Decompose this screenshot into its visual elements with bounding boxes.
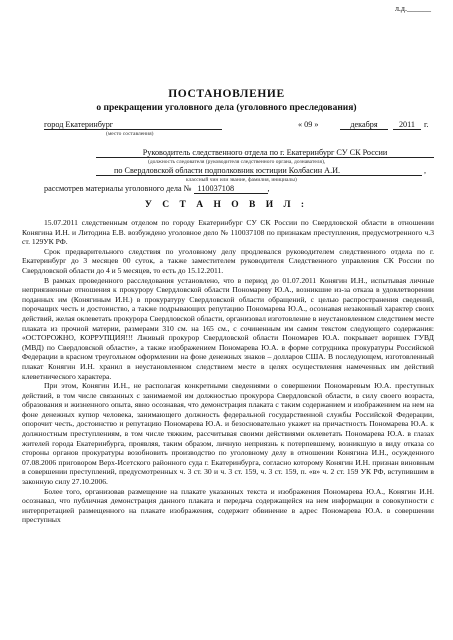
official-position-caption: (должность следователя (руководителя следственного органа, дознавателя), — [148, 159, 326, 165]
section-heading-ustanovil: У С Т А Н О В И Л : — [144, 200, 309, 210]
official-name-line — [96, 166, 422, 176]
paragraph-2: Срок предварительного следствия по уголовному делу продлевался руководителем следственного отдела по г. Екатеринбург до 3 месяцев 00 суток, а также заместителем руководителя Следственного управления СК России по Свердловской области до 4 и 5 месяцев, то есть до 15.12.2011. — [22, 246, 434, 275]
paragraph-5: Более того, организовав размещение на плакате указанных текста и изображения Пономарева Ю.А., Конягин И.Н. осознавал, что публичная демонстрация данного плаката и передача содержащейся на нем информации в совокупности с интерпретацией размещенного на плакате изображения, содержит обвинение в адрес Пономарева Ю.А. в совершении преступных — [22, 486, 434, 525]
official-name-caption: классный чин или звание, фамилия, инициалы) — [186, 177, 297, 183]
date-month: декабря — [340, 120, 388, 130]
document-subtitle: о прекращении уголовного дела (уголовного преследования) — [96, 103, 357, 113]
case-number: 110037108 — [194, 184, 268, 194]
place-field — [44, 120, 222, 130]
official-name-comma: , — [424, 166, 427, 175]
paragraph-4: При этом, Конягин И.Н., не располагая конкретными сведениями о совершении Пономаревым Ю.А. преступных действий, в том числе связанных с занимаемой им должностью прокурора Свердловской области, в силу своего возраста, образования и жизненного опыта, явно осознавая, что демонстрация плаката с таким содержанием и изображением на нем на фоне денежных купюр человека, занимающего должность федеральной государственной службы Российской Федерации, опорочит честь, достоинство и репутацию Пономарева Ю.А. и безосновательно укажет на причастность Пономарева Ю.А. к должностным преступлениям, в том числе тяжким, рассчитывая своими действиями оклеветать Пономарева Ю.А. в глазах жителей города Екатеринбурга, проявляя, таким образом, личную неприязнь к потерпевшему, возникшую в виду отказа со стороны органов прокуратуры возобновить производство по уголовному делу в отношении Конягина И.Н., осужденного 07.08.2006 приговором Верх-Исетского районного суда г. Екатеринбурга, согласно которому Конягин И.Н. признан виновным в совершении преступлений, предусмотренных ч. 3 ст. 30 и ч. 3 ст. 159, ч. 3 ст. 159, п. «в» ч. 2 ст. 159 УК РФ, вступившим в законную силу 27.10.2006. — [22, 381, 434, 487]
paragraph-3: В рамках проведенного расследования установлено, что в период до 01.07.2011 Конягин И.Н., испытывая личные неприязненные отношения к прокурору Свердловской области Пономареву Ю.А., возникшие из-за отказа в удовлетворении поданных им (Конягиным И.Н.) в прокуратуру Свердловской области обращений, с целью распространения сведений, порочащих честь и достоинство, а также подрывающих репутацию Пономарева Ю.А., осознавая незаконный характер своих действий, желая оклеветать прокурора Свердловской области, организовал изготовление в неустановленном следствием месте плаката из прочной материи, размерами 310 см. на 165 см., с сочиненным им самим текстом следующего содержания: «ОСТОРОЖНО, КОРРУПЦИЯ!!! Лживый прокурор Свердловской области Пономарев Ю.А. покрывает воришек ГУВД (МВД) по Свердловской области», а также изображением Пономарева Ю.А. в форме сотрудника прокуратуры Российской Федерации в красном треугольном оформлении на фоне денежных знаков – долларов США. В последующем, изготовленный плакат Конягин И.Н. хранил в неустановленном следствием месте в целях осуществления намеченных им действий клеветнического характера. — [22, 275, 434, 381]
paragraph-1: 15.07.2011 следственным отделом по городу Екатеринбург СУ СК России по Свердловской области в отношении Конягина И.Н. и Литодина Е.В. возбуждено уголовное дело № 110037108 по признакам преступления, предусмотренного ч.3 ст. 129УК РФ. — [22, 218, 434, 247]
case-line — [44, 184, 270, 194]
document-body — [22, 218, 434, 525]
place-caption: (место составления) — [106, 131, 154, 137]
document-title: ПОСТАНОВЛЕНИЕ — [168, 88, 285, 100]
date-year-suffix: г. — [424, 120, 429, 129]
case-line-end: , — [267, 184, 270, 193]
case-file-number: л.д.______ — [394, 4, 431, 13]
date-year: 2011 — [393, 120, 421, 130]
case-line-prefix: рассмотрев материалы уголовного дела № — [44, 184, 192, 193]
official-name: по Свердловской области подполковник юстиции Колбасин А.И. — [114, 166, 341, 175]
date-day: « 09 » — [298, 120, 319, 129]
official-position-line: Руководитель следственного отдела по г. Екатеринбург СУ СК России — [96, 148, 434, 158]
place-city: город Екатеринбург — [44, 120, 114, 129]
